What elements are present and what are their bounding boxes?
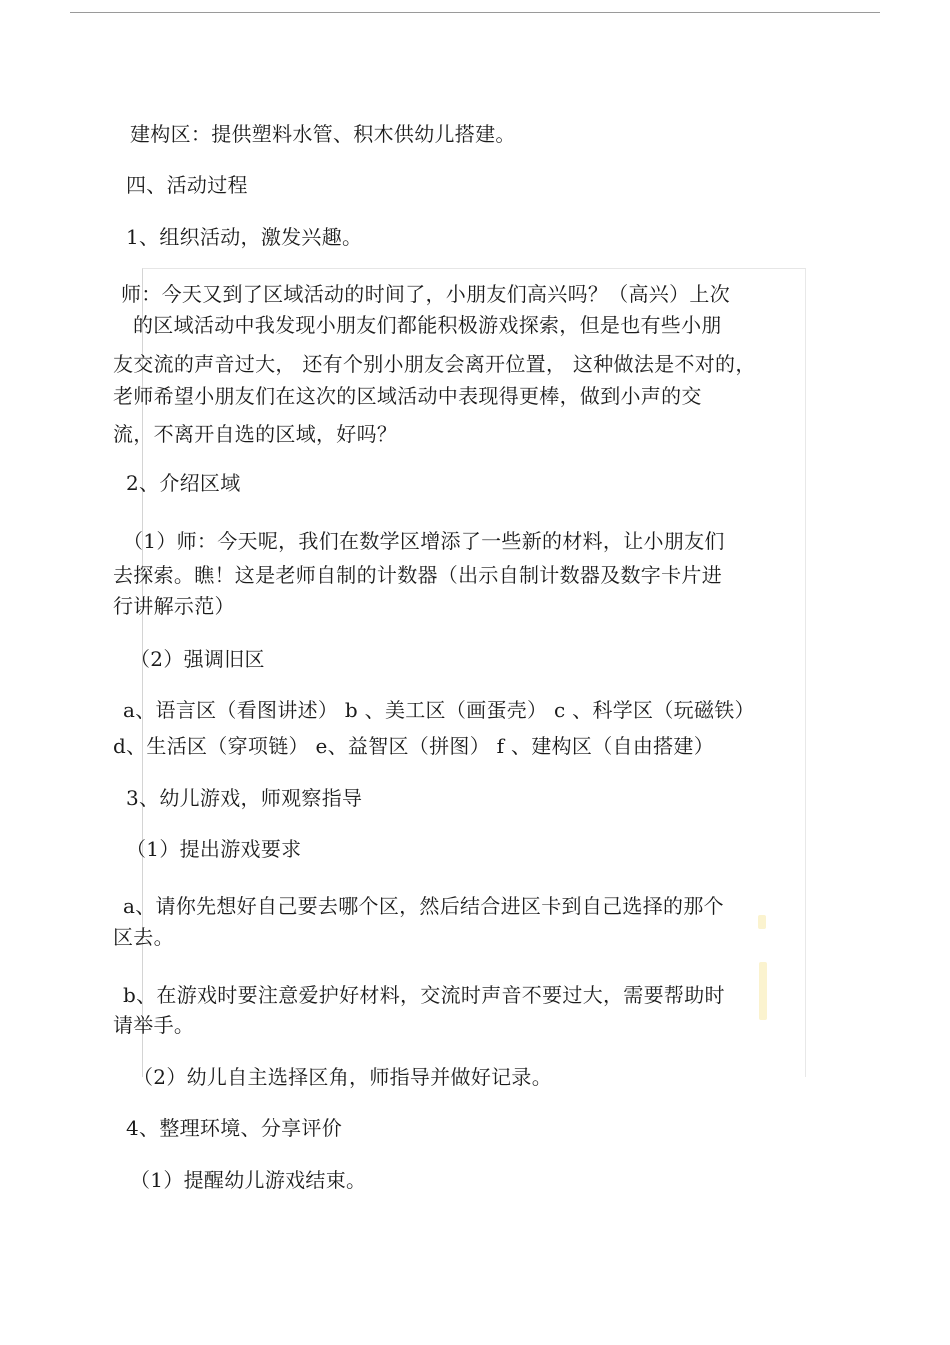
text-line: 区去。 xyxy=(113,925,174,949)
text-line: 友交流的声音过大， 还有个别小朋友会离开位置， 这种做法是不对的， xyxy=(113,352,756,376)
text-line: 去探索。瞧！这是老师自制的计数器（出示自制计数器及数字卡片进 xyxy=(113,563,722,587)
text-line: 的区域活动中我发现小朋友们都能积极游戏探索，但是也有些小朋 xyxy=(133,313,722,337)
list-line: a、语言区（看图讲述） b 、美工区（画蛋壳） c 、科学区（玩磁铁） xyxy=(123,698,755,722)
text-line: b、在游戏时要注意爱护好材料，交流时声音不要过大，需要帮助时 xyxy=(123,983,725,1007)
text-line: （1）提醒幼儿游戏结束。 xyxy=(130,1168,367,1192)
text-line: 老师希望小朋友们在这次的区域活动中表现得更棒，做到小声的交 xyxy=(113,384,702,408)
scan-mark xyxy=(759,962,767,1020)
text-line: 师：今天又到了区域活动的时间了，小朋友们高兴吗？（高兴）上次 xyxy=(121,282,730,306)
sub-heading: （2）强调旧区 xyxy=(130,647,265,671)
step-heading: 3、幼儿游戏，师观察指导 xyxy=(126,786,363,810)
text-line: 流，不离开自选的区域，好吗？ xyxy=(113,422,398,446)
header-rule xyxy=(70,12,880,13)
scan-mark xyxy=(758,915,766,929)
step-heading: 1、组织活动，激发兴趣。 xyxy=(126,225,363,249)
text-line: （1）师：今天呢，我们在数学区增添了一些新的材料，让小朋友们 xyxy=(123,529,725,553)
sub-heading: （1）提出游戏要求 xyxy=(126,837,302,861)
section-heading: 四、活动过程 xyxy=(126,173,248,197)
text-line: 请举手。 xyxy=(113,1013,195,1037)
text-line: a、请你先想好自己要去哪个区，然后结合进区卡到自己选择的那个 xyxy=(123,894,724,918)
text-line: 建构区：提供塑料水管、积木供幼儿搭建。 xyxy=(130,122,516,146)
step-heading: 4、整理环境、分享评价 xyxy=(126,1116,343,1140)
list-line: d、生活区（穿项链） e、益智区（拼图） f 、建构区（自由搭建） xyxy=(113,734,715,758)
text-line: 行讲解示范） xyxy=(113,594,235,618)
step-heading: 2、介绍区域 xyxy=(126,471,241,495)
text-line: （2）幼儿自主选择区角，师指导并做好记录。 xyxy=(133,1065,553,1089)
